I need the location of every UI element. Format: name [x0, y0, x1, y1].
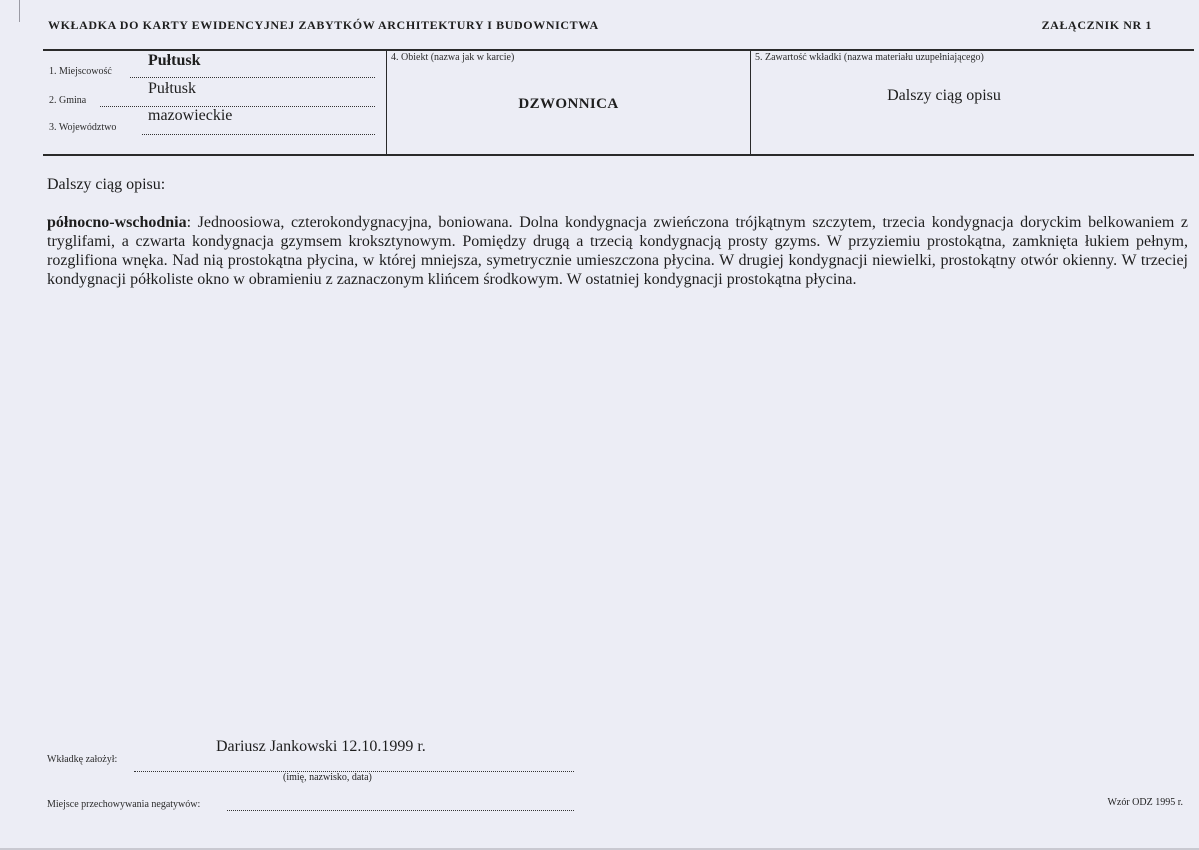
- locality-dotline: [130, 77, 375, 78]
- object-name: DZWONNICA: [518, 96, 619, 112]
- author-value: Dariusz Jankowski 12.10.1999 r.: [216, 738, 426, 755]
- author-label: Wkładkę założył:: [47, 754, 118, 765]
- commune-dotline: [100, 106, 375, 107]
- form-model: Wzór ODZ 1995 r.: [1107, 797, 1183, 808]
- description-lead: północno-wschodnia: [47, 214, 187, 231]
- description-text: [47, 213, 1188, 289]
- negatives-label: Miejsce przechowywania negatywów:: [47, 799, 201, 810]
- description-body: : Jednoosiowa, czterokondygnacyjna, boniowana. Dolna kondygnacja zwieńczona trójkątnym szczytem, trzecia kondygnacja doryckim belkowaniem z tryglifami, a czwarta kondygnacja gzymsem kroksztynowym. Pomiędzy drugą a trzecią kondygnacją prosty gzyms. W przyziemiu prostokątna, zamknięta łukiem pełnym, rozglifiona wnęka. Nad nią prostokątna płycina, w której mniejsza, symetrycznie umieszczona płycina. W drugiej kondygnacji niewielki, prostokątny otwór okienny. W trzeciej kondygnacji półkoliste okno w obramieniu z zaznaczonym klińcem środkowym. W ostatniej kondygnacji prostokątna płycina.: [47, 214, 1188, 288]
- voivodeship-value: mazowieckie: [148, 107, 233, 124]
- description-heading: Dalszy ciąg opisu:: [47, 176, 166, 193]
- commune-label: 2. Gmina: [49, 95, 87, 106]
- table-bottom-border: [43, 154, 1194, 156]
- form-title: WKŁADKA DO KARTY EWIDENCYJNEJ ZABYTKÓW ARCHITEKTURY I BUDOWNICTWA: [48, 18, 599, 32]
- margin-line: [19, 0, 20, 22]
- insert-content-caption: 5. Zawartość wkładki (nazwa materiału uzupełniającego): [755, 52, 984, 63]
- locality-value: Pułtusk: [148, 52, 201, 69]
- author-caption: (imię, nazwisko, data): [283, 772, 372, 783]
- annex-number: ZAŁĄCZNIK NR 1: [1041, 18, 1152, 32]
- negatives-dotline: [227, 810, 574, 811]
- voivodeship-label: 3. Województwo: [49, 122, 117, 133]
- object-caption: 4. Obiekt (nazwa jak w karcie): [391, 52, 515, 63]
- table-top-border: [43, 49, 1194, 51]
- locality-label: 1. Miejscowość: [49, 66, 112, 77]
- voivodeship-dotline: [142, 134, 375, 135]
- insert-content-value: Dalszy ciąg opisu: [887, 87, 1001, 104]
- commune-value: Pułtusk: [148, 80, 197, 97]
